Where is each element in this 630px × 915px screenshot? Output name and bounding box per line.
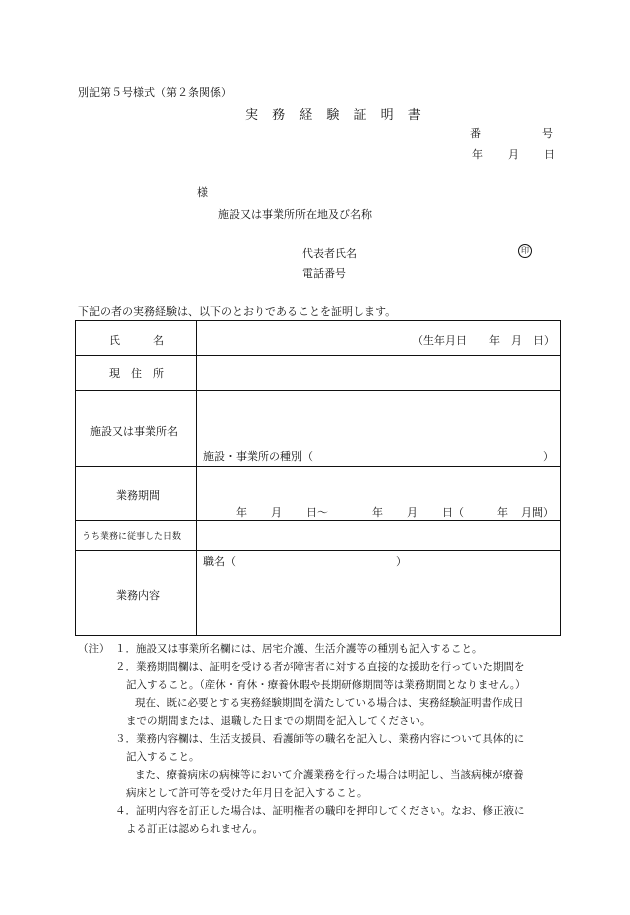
- note-2-line-1: ２．業務期間欄は、証明を受ける者が障害者に対する直接的な援助を行っていた期間を: [115, 661, 525, 673]
- date-year-label: 年: [472, 148, 483, 161]
- form-number-label: 別記第５号様式（第２条関係）: [78, 86, 232, 99]
- name-label: 氏 名: [109, 334, 164, 347]
- period-total-year: 年: [497, 506, 508, 519]
- period-end-month: 月: [407, 506, 418, 519]
- period-total-months: 月間）: [521, 506, 554, 519]
- period-end-day: 日（: [442, 506, 464, 519]
- current-address-label: 現 住 所: [109, 367, 164, 380]
- period-start-day: 日～: [306, 506, 328, 519]
- duty-description-label: 業務内容: [116, 589, 160, 602]
- date-day-label: 日: [544, 148, 555, 161]
- note-1: １．施設又は事業所名欄には、居宅介護、生活介護等の種別も記入すること。: [115, 643, 483, 655]
- note-3-line-4: 病床として許可等を受けた年月日を記入すること。: [126, 787, 368, 799]
- addressee-honorific: 様: [197, 186, 208, 199]
- facility-type-close: ）: [543, 450, 554, 463]
- facility-name-label: 施設又は事業所名: [90, 425, 178, 438]
- note-2-line-3: 現在、既に必要とする実務経験期間を満たしている場合は、実務経験証明書作成日: [135, 697, 524, 709]
- note-4-line-2: よる訂正は認められません。: [126, 823, 264, 835]
- intro-statement: 下記の者の実務経験は、以下のとおりであることを証明します。: [78, 305, 397, 318]
- period-start-month: 月: [271, 506, 282, 519]
- date-month-label: 月: [508, 148, 519, 161]
- note-4-line-1: ４．証明内容を訂正した場合は、証明権者の職印を押印してください。なお、修正液に: [115, 805, 525, 817]
- note-3-line-2: 記入すること。: [126, 751, 200, 763]
- work-period-label: 業務期間: [116, 489, 160, 502]
- phone-number-label: 電話番号: [302, 267, 346, 280]
- note-3-line-3: また、療養病床の病棟等において介護業務を行った場合は明記し、当該病棟が療養: [135, 769, 524, 781]
- certificate-table: [75, 320, 561, 636]
- number-label: 番: [470, 127, 481, 140]
- document-title: 実 務 経 験 証 明 書: [245, 108, 426, 123]
- notes-prefix: （注）: [78, 643, 110, 655]
- representative-name-label: 代表者氏名: [302, 247, 357, 260]
- birthdate-label: （生年月日 年 月 日）: [412, 334, 555, 347]
- table-row-divider: [76, 550, 560, 551]
- period-end-year: 年: [372, 506, 383, 519]
- table-row-divider: [76, 355, 560, 356]
- days-worked-label: うち業務に従事した日数: [82, 532, 182, 542]
- note-2-line-4: までの期間または、退職した日までの期間を記入してください。: [126, 715, 431, 727]
- note-3-line-1: ３．業務内容欄は、生活支援員、看護師等の職名を記入し、業務内容について具体的に: [115, 733, 525, 745]
- note-2-line-2: 記入すること。（産休・育休・療養休暇や長期研修期間等は業務期間となりません。）: [126, 679, 526, 691]
- table-row-divider: [76, 466, 560, 467]
- table-column-divider: [196, 321, 197, 635]
- table-row-divider: [76, 390, 560, 391]
- seal-icon: 印: [518, 244, 532, 258]
- facility-address-label: 施設又は事業所所在地及び名称: [218, 208, 372, 221]
- period-start-year: 年: [236, 506, 247, 519]
- facility-type-label: 施設・事業所の種別（: [203, 450, 313, 463]
- number-suffix-label: 号: [542, 127, 553, 140]
- table-row-divider: [76, 520, 560, 521]
- job-title-close: ）: [396, 555, 407, 568]
- job-title-label: 職名（: [203, 555, 236, 568]
